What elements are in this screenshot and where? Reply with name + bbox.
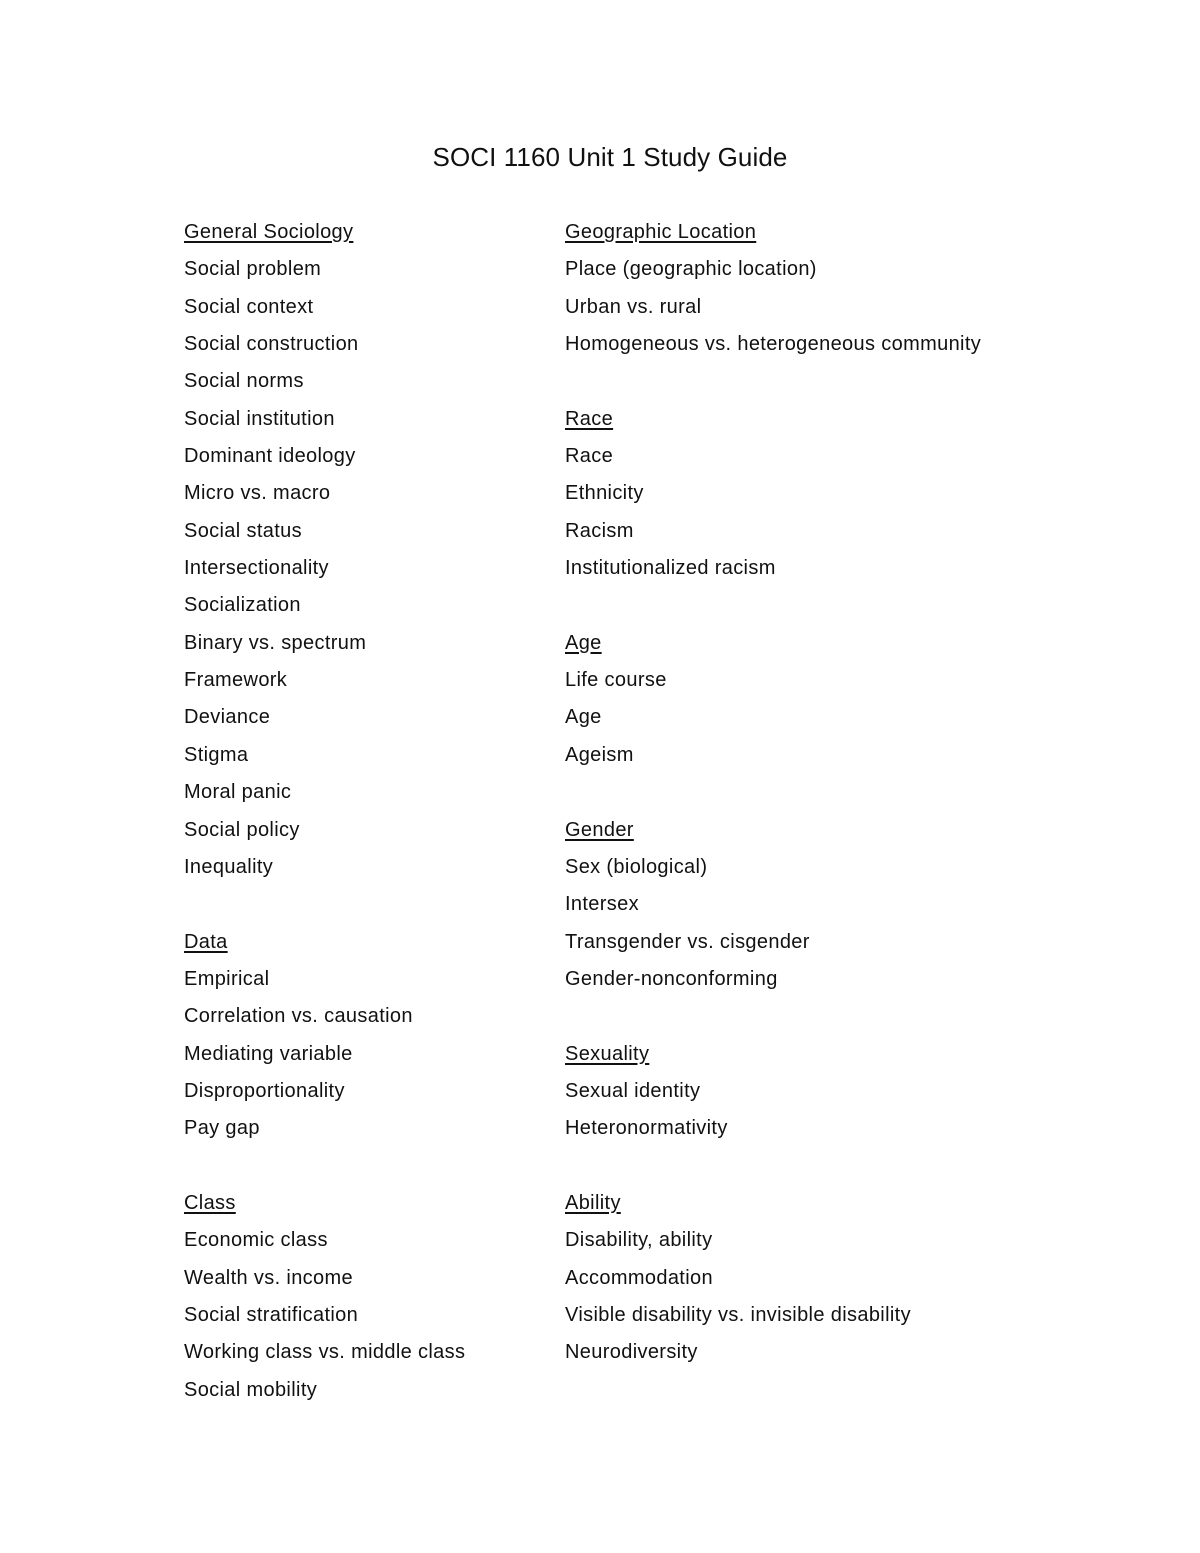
section-heading: Geographic Location (565, 221, 757, 243)
term-item: Sex (biological) (565, 855, 708, 878)
term-item: Deviance (184, 706, 271, 729)
blank-line (565, 587, 981, 624)
term-item: Social problem (184, 258, 322, 281)
blank-line (184, 1148, 465, 1185)
term-item: Framework (184, 669, 288, 692)
right-column (565, 214, 981, 1372)
left-column (184, 214, 465, 1409)
blank-line (565, 998, 981, 1035)
term-item: Heteronormativity (565, 1117, 728, 1140)
blank-line (565, 363, 981, 400)
term-item: Age (565, 706, 602, 729)
term-item: Moral panic (184, 781, 292, 804)
term-item: Social construction (184, 333, 359, 356)
term-item: Social institution (184, 407, 335, 430)
section-heading: Class (184, 1191, 236, 1214)
term-item: Social stratification (184, 1303, 359, 1326)
term-item: Transgender vs. cisgender (565, 930, 810, 953)
section-heading: Age (565, 631, 602, 654)
section-heading: General Sociology (184, 221, 354, 243)
term-item: Wealth vs. income (184, 1266, 353, 1289)
term-item: Accommodation (565, 1266, 713, 1289)
blank-line (184, 886, 465, 923)
blank-line (565, 774, 981, 811)
section-heading: Race (565, 407, 614, 430)
term-item: Social mobility (184, 1378, 318, 1401)
term-item: Mediating variable (184, 1042, 353, 1065)
term-item: Dominant ideology (184, 445, 356, 468)
term-item: Binary vs. spectrum (184, 631, 367, 654)
term-item: Intersex (565, 893, 639, 916)
section-heading: Ability (565, 1191, 621, 1214)
term-item: Micro vs. macro (184, 482, 331, 505)
section-heading: Gender (565, 818, 634, 841)
term-item: Institutionalized racism (565, 557, 776, 580)
section-heading: Data (184, 930, 228, 953)
term-item: Neurodiversity (565, 1341, 698, 1364)
term-item: Economic class (184, 1229, 328, 1252)
term-item: Homogeneous vs. heterogeneous community (565, 333, 982, 356)
term-item: Disability, ability (565, 1229, 713, 1252)
term-item: Working class vs. middle class (184, 1341, 466, 1364)
term-item: Social status (184, 519, 302, 542)
term-item: Life course (565, 669, 667, 692)
term-item: Stigma (184, 743, 249, 766)
term-item: Ageism (565, 743, 634, 766)
blank-line (565, 1148, 981, 1185)
term-item: Social context (184, 295, 314, 318)
term-item: Pay gap (184, 1117, 260, 1140)
term-item: Social norms (184, 370, 304, 393)
term-item: Disproportionality (184, 1079, 345, 1102)
term-item: Social policy (184, 818, 300, 841)
term-item: Visible disability vs. invisible disability (565, 1303, 911, 1326)
term-item: Race (565, 445, 614, 468)
term-item: Sexual identity (565, 1079, 701, 1102)
term-item: Empirical (184, 967, 270, 990)
term-item: Socialization (184, 594, 301, 617)
page-title: SOCI 1160 Unit 1 Study Guide (432, 142, 788, 172)
term-item: Place (geographic location) (565, 258, 817, 281)
term-item: Gender-nonconforming (565, 967, 778, 990)
term-item: Ethnicity (565, 482, 644, 505)
term-item: Correlation vs. causation (184, 1005, 413, 1028)
term-item: Inequality (184, 855, 274, 878)
term-item: Intersectionality (184, 557, 329, 580)
term-item: Racism (565, 519, 634, 542)
term-item: Urban vs. rural (565, 295, 702, 318)
section-heading: Sexuality (565, 1042, 650, 1065)
